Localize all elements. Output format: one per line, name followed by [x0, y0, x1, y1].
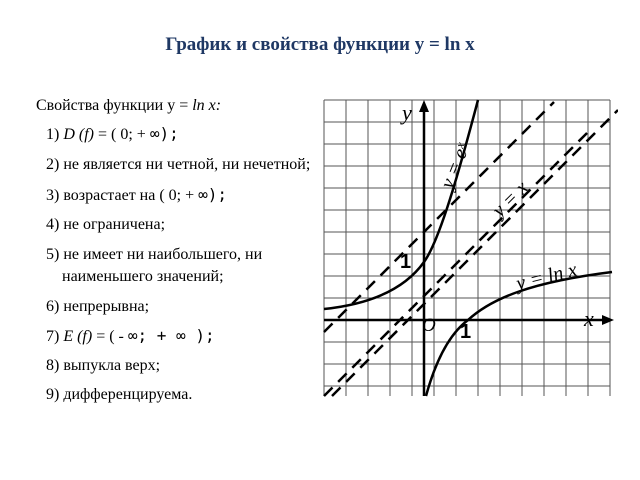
x-axis-arrow-icon — [602, 315, 614, 325]
property-symbol: ∞); — [149, 124, 179, 143]
x-axis-label: x — [584, 306, 594, 331]
property-text: дифференцируема. — [63, 386, 193, 403]
property-1 — [46, 124, 336, 145]
properties-heading — [36, 97, 336, 115]
property-symbol: ∞; + ∞ ); — [127, 326, 215, 345]
y-tick-1-label: 1 — [400, 251, 412, 273]
page-title: График и свойства функции y = ln x — [165, 34, 475, 55]
property-number: 6) — [46, 298, 64, 315]
property-symbol: ∞); — [198, 185, 228, 204]
y-axis-label: y — [402, 100, 412, 125]
property-text: не ограничена; — [63, 216, 166, 233]
heading-function: ln x: — [192, 97, 222, 114]
property-number: 9) — [46, 386, 64, 403]
property-9 — [46, 385, 336, 405]
property-number: 8) — [46, 357, 64, 374]
property-5 — [46, 244, 336, 288]
curve-exp — [324, 100, 478, 309]
label-y-equals-x: y = x — [487, 176, 533, 222]
property-7 — [46, 326, 336, 347]
y-axis-arrow-icon — [419, 100, 429, 112]
property-text: непрерывна; — [63, 298, 150, 315]
property-label: D (f) — [63, 126, 94, 143]
dashed-line-lower — [332, 110, 618, 396]
property-number: 3) — [46, 187, 64, 204]
property-8 — [46, 356, 336, 376]
property-3 — [46, 185, 336, 206]
label-y-equals-exp: y = eˣ — [436, 140, 475, 192]
property-number: 4) — [46, 216, 64, 233]
property-text: = ( 0; + — [93, 126, 150, 143]
property-label: E (f) — [63, 328, 93, 345]
label-y-equals-ln: y = ln x — [513, 258, 580, 295]
property-6 — [46, 297, 336, 317]
property-2 — [46, 154, 336, 176]
property-text: выпукла верх; — [63, 357, 161, 374]
property-text: = ( - — [92, 328, 128, 345]
property-number: 2) — [46, 156, 64, 173]
heading-prefix: Свойства функции y = — [36, 97, 193, 114]
function-graph — [322, 98, 618, 398]
property-number: 7) — [46, 328, 64, 345]
property-number: 5) — [46, 246, 64, 263]
property-text: не имеет ни наибольшего, ни наименьшего значений; — [62, 246, 263, 285]
origin-label: O — [422, 315, 436, 336]
property-number: 1) — [46, 126, 64, 143]
property-text: не является ни четной, ни нечетной; — [63, 156, 311, 173]
x-tick-1-label: 1 — [460, 321, 472, 343]
property-text: возрастает на ( 0; + — [63, 187, 199, 204]
property-4 — [46, 215, 336, 235]
properties-list — [36, 97, 336, 414]
